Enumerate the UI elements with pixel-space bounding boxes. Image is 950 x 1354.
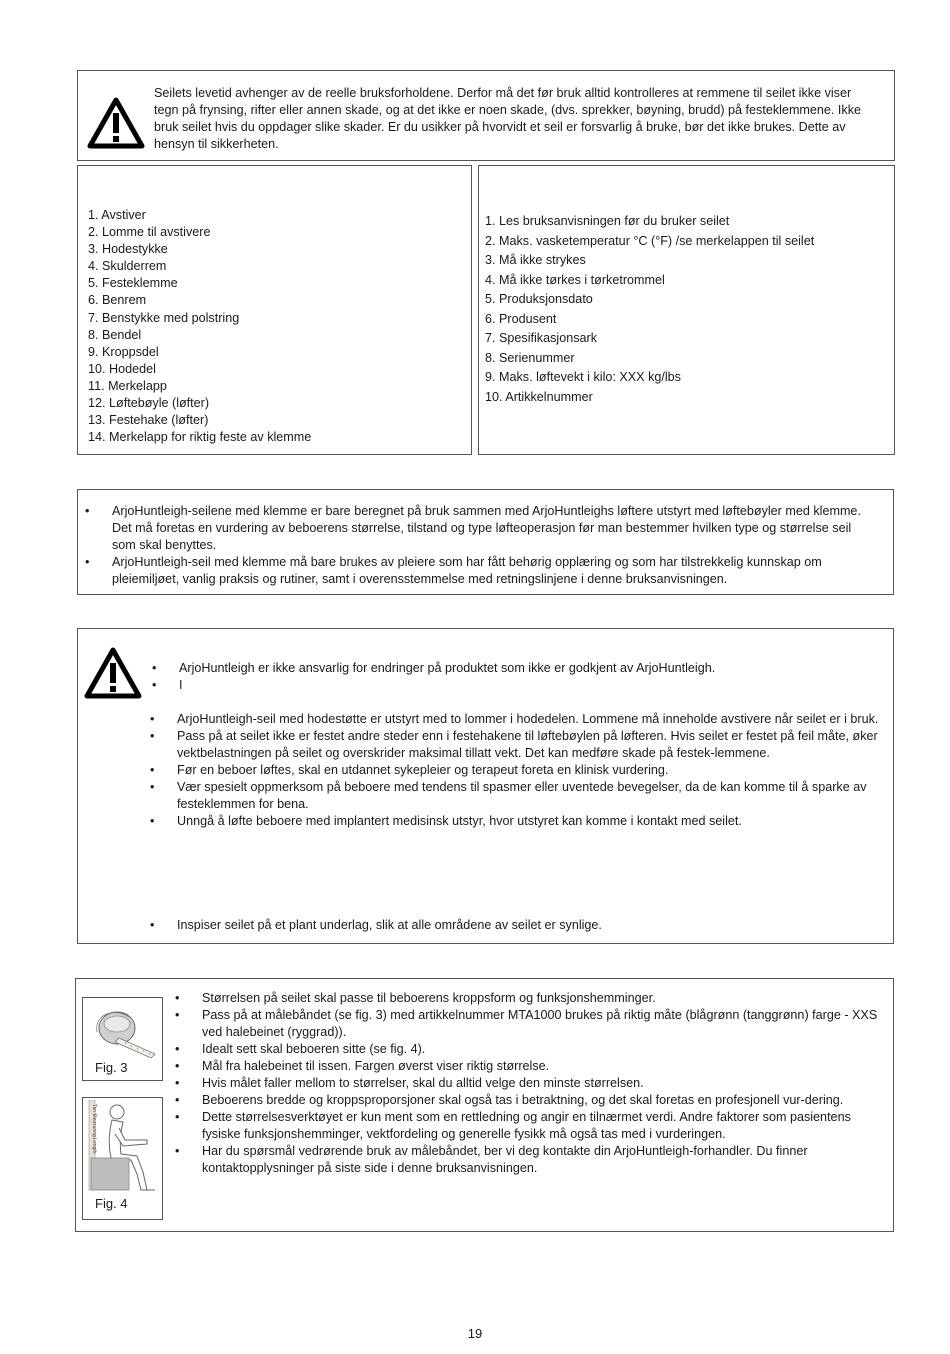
list-item bbox=[175, 1007, 882, 1041]
bullet: • bbox=[150, 763, 155, 777]
warning-box bbox=[77, 70, 895, 161]
label-legend-list bbox=[485, 212, 885, 407]
bullet: • bbox=[150, 729, 155, 743]
parts-list-box bbox=[77, 165, 472, 455]
bullet: • bbox=[150, 918, 155, 932]
intended-use-list bbox=[85, 503, 877, 588]
list-item bbox=[175, 1143, 882, 1177]
figure-4 bbox=[82, 1097, 163, 1220]
list-item: 7. Benstykke med polstring bbox=[88, 310, 240, 325]
bullet: • bbox=[175, 1042, 180, 1056]
list-item-text: Hvis målet faller mellom to størrelser, skal du alltid velge den minste størrelsen. bbox=[202, 1076, 644, 1090]
list-item-text: ArjoHuntleigh er ikke ansvarlig for endringer på produktet som ikke er godkjent av ArjoHuntleigh. bbox=[179, 661, 716, 675]
list-item-text: ArjoHuntleigh-seilene med klemme er bare beregnet på bruk sammen med ArjoHuntleighs løftere utstyrt med løftebøyler med klemme. Det må foretas en vurdering av beboerens størrelse, tilstand og type løfteoperasjon før man bestemmer hvilken type og størrelse seil som skal benyttes. bbox=[112, 504, 861, 552]
list-item: 6. Benrem bbox=[88, 293, 147, 308]
list-item: 13. Festehake (løfter) bbox=[88, 413, 209, 428]
list-item: 9. Maks. løftevekt i kilo: XXX kg/lbs bbox=[485, 370, 681, 384]
list-item bbox=[85, 554, 877, 588]
list-item: 8. Serienummer bbox=[485, 350, 575, 365]
list-item: 14. Merkelapp for riktig feste av klemme bbox=[88, 430, 312, 445]
list-item: 10. Artikkelnummer bbox=[485, 389, 593, 404]
bullet: • bbox=[175, 1144, 180, 1158]
bullet: • bbox=[175, 1008, 180, 1022]
parts-list bbox=[88, 207, 463, 446]
list-item bbox=[150, 728, 879, 762]
page-number: 19 bbox=[467, 1326, 483, 1341]
list-item: 3. Må ikke strykes bbox=[485, 253, 586, 267]
list-item bbox=[150, 762, 879, 779]
bullet: • bbox=[150, 712, 155, 726]
safety-bottom-list bbox=[150, 917, 879, 934]
safety-list bbox=[150, 711, 879, 830]
list-item-text: Størrelsen på seilet skal passe til beboerens kroppsform og funksjonshemminger. bbox=[202, 991, 656, 1005]
list-item bbox=[150, 813, 879, 830]
list-item: 3. Hodestykke bbox=[88, 242, 168, 257]
bullet: • bbox=[150, 814, 155, 828]
bullet: • bbox=[150, 780, 155, 794]
list-item-text: Pass på at målebåndet (se fig. 3) med artikkelnummer MTA1000 brukes på riktig måte (blågrønn (tanggrønn) farge - XXS ved halebeinet (ryggrad)). bbox=[202, 1008, 878, 1039]
list-item-text: Dette størrelsesverktøyet er kun ment som en rettledning og angir en tilnærmet verdi. Andre faktorer som pasientens fysiske funksjonshemminger, vektfordeling og generelle fysikk må også tas med i vurderingen. bbox=[202, 1110, 851, 1141]
bullet: • bbox=[152, 661, 157, 675]
list-item: 2. Maks. vasketemperatur °C (°F) /se merkelappen til seilet bbox=[485, 233, 815, 248]
list-item: 11. Merkelapp bbox=[88, 378, 167, 393]
list-item: 2. Lomme til avstivere bbox=[88, 225, 211, 240]
safety-box bbox=[77, 628, 894, 944]
list-item: 9. Kroppsdel bbox=[88, 344, 159, 359]
list-item: 7. Spesifikasjonsark bbox=[485, 331, 597, 345]
list-item bbox=[152, 677, 879, 694]
intended-use-box bbox=[77, 489, 894, 595]
warning-triangle-icon bbox=[84, 647, 142, 699]
list-item: 1. Avstiver bbox=[88, 208, 146, 222]
list-item bbox=[175, 1041, 882, 1058]
list-item: 8. Bendel bbox=[88, 327, 142, 342]
bullet: • bbox=[175, 1093, 180, 1107]
list-item bbox=[175, 1075, 882, 1092]
list-item-text: Har du spørsmål vedrørende bruk av målebåndet, ber vi deg kontakte din ArjoHuntleigh-forhandler. Du finner kontaktopplysninger på siste side i denne bruksanvisningen. bbox=[202, 1144, 808, 1175]
list-item-text: Beboerens bredde og kroppsproporsjoner skal også tas i betraktning, og det skal foretas en profesjonell vur-dering. bbox=[202, 1093, 844, 1107]
list-item-text: Mål fra halebeinet til issen. Fargen øverst viser riktig størrelse. bbox=[202, 1059, 550, 1073]
list-item-text: ArjoHuntleigh-seil med hodestøtte er utstyrt med to lommer i hodedelen. Lommene må inneholde avstivere når seilet er i bruk. bbox=[177, 712, 879, 726]
list-item bbox=[175, 990, 882, 1007]
list-item: 1. Les bruksanvisningen før du bruker seilet bbox=[485, 214, 730, 228]
list-item-text: Unngå å løfte beboere med implantert medisinsk utstyr, hvor utstyret kan komme i kontakt med seilet. bbox=[177, 814, 742, 828]
bullet: • bbox=[175, 1076, 180, 1090]
bullet: • bbox=[175, 1059, 180, 1073]
list-item bbox=[175, 1058, 882, 1075]
list-item-text: ArjoHuntleigh-seil med klemme må bare brukes av pleiere som har fått behørig opplæring og som har tilstrekkelig kunnskap om pleiemiljøet, vanlig praksis og rutiner, samt i overensstemmelse med retningslinjene i denne bruksanvisningen. bbox=[112, 555, 822, 586]
figure-4-label: Fig. 4 bbox=[95, 1196, 128, 1211]
list-item-text: Pass på at seilet ikke er festet andre steder enn i festehakene til løftebøylen på løfteren. Hvis seilet er festet på feil måte, øker vektbelastningen på seilet og overskrider maksimal tillatt vekt. Det kan medføre skade på festek-lemmene. bbox=[177, 729, 878, 760]
tape-text: Tan Measuring Length bbox=[91, 1104, 97, 1154]
bullet: • bbox=[85, 504, 90, 518]
list-item bbox=[85, 503, 877, 554]
list-item-text: Idealt sett skal beboeren sitte (se fig. 4). bbox=[202, 1042, 426, 1056]
list-item-text: I bbox=[179, 678, 183, 692]
list-item bbox=[175, 1092, 882, 1109]
sizing-list bbox=[175, 990, 882, 1177]
list-item bbox=[150, 711, 879, 728]
list-item bbox=[150, 917, 879, 934]
list-item bbox=[152, 660, 879, 677]
list-item bbox=[175, 1109, 882, 1143]
figure-3 bbox=[82, 997, 163, 1081]
list-item: 4. Må ikke tørkes i tørketrommel bbox=[485, 272, 665, 287]
bullet: • bbox=[175, 1110, 180, 1124]
list-item-text: Inspiser seilet på et plant underlag, slik at alle områdene av seilet er synlige. bbox=[177, 918, 602, 932]
list-item: 10. Hodedel bbox=[88, 361, 156, 376]
list-item: 4. Skulderrem bbox=[88, 259, 167, 274]
list-item-text: Vær spesielt oppmerksom på beboere med tendens til spasmer eller uventede bevegelser, da de kan komme til å sparke av festeklemmen for bena. bbox=[177, 780, 867, 811]
measuring-tape-illustration bbox=[89, 1002, 159, 1058]
bullet: • bbox=[85, 555, 90, 569]
safety-top-list bbox=[152, 660, 879, 694]
list-item: 5. Festeklemme bbox=[88, 276, 178, 291]
bullet: • bbox=[175, 991, 180, 1005]
label-legend-box bbox=[478, 165, 895, 455]
sizing-box bbox=[75, 978, 894, 1232]
bullet: • bbox=[152, 678, 157, 692]
seated-person-illustration bbox=[85, 1100, 163, 1196]
figure-3-label: Fig. 3 bbox=[95, 1060, 128, 1075]
list-item-text: Før en beboer løftes, skal en utdannet sykepleier og terapeut foreta en klinisk vurdering. bbox=[177, 763, 669, 777]
list-item bbox=[150, 779, 879, 813]
list-item: 12. Løftebøyle (løfter) bbox=[88, 396, 210, 411]
list-item: 5. Produksjonsdato bbox=[485, 292, 593, 306]
list-item: 6. Produsent bbox=[485, 311, 557, 326]
warning-text: Seilets levetid avhenger av de reelle bruksforholdene. Derfor må det før bruk alltid kontrolleres at remmene til seilet ikke viser tegn på frynsing, rifter eller annen skade, og at det ikke er noen skade, (dvs. sprekker, bøyning, brudd) på festeklemmene. Ikke bruk seilet hvis du oppdager slike skader. Er du usikker på hvorvidt et seil er forsvarlig å bruke, bør det ikke brukes. Dette av hensyn til sikkerheten. bbox=[154, 86, 862, 151]
warning-triangle-icon bbox=[87, 97, 145, 149]
